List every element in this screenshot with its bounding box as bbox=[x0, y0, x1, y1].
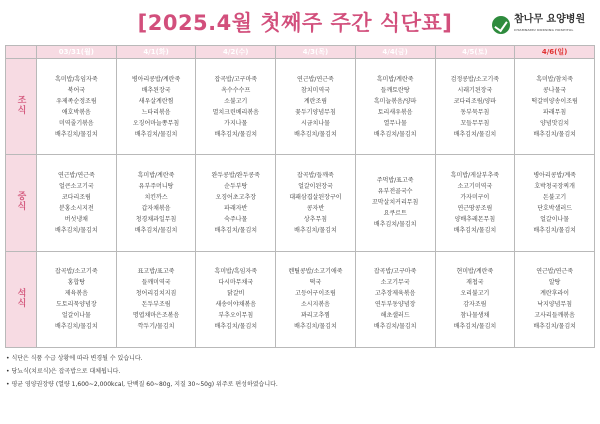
menu-cell bbox=[515, 155, 595, 251]
menu-cell bbox=[37, 59, 117, 155]
menu-cell bbox=[276, 155, 356, 251]
menu-item: 배추김치/물김치 bbox=[214, 226, 258, 234]
menu-item: 흑미늘볶음/양파 bbox=[373, 97, 417, 105]
menu-item: 소불고기 bbox=[224, 97, 248, 105]
menu-item: 배추김치/물김치 bbox=[214, 130, 258, 138]
menu-item: 콩자반 bbox=[306, 204, 325, 212]
menu-cell bbox=[515, 59, 595, 155]
notes bbox=[6, 352, 596, 391]
menu-item: 참치미역국 bbox=[300, 86, 330, 94]
menu-item: 새송이야채볶음 bbox=[215, 301, 257, 309]
menu-item: 돈두부조림 bbox=[141, 301, 171, 309]
menu-item: 돈불고기 bbox=[543, 193, 567, 201]
day-header-row bbox=[6, 46, 595, 59]
page-title: [2025.4월 첫째주 주간 식단표] bbox=[137, 11, 453, 35]
menu-item: 숙주나물 bbox=[224, 215, 248, 223]
menu-item: 소시지볶음 bbox=[300, 301, 330, 309]
menu-item: 알탕 bbox=[548, 279, 561, 287]
menu-item: 도토리묵양념장 bbox=[56, 301, 97, 309]
menu-item: 소고기미역국 bbox=[457, 182, 493, 190]
menu-item: 얼갈이나물 bbox=[61, 312, 91, 320]
meal-row-breakfast bbox=[6, 59, 595, 155]
menu-item: 얼갈이된장국 bbox=[298, 182, 333, 190]
menu-item: 양배추레몬무침 bbox=[454, 215, 496, 223]
menu-cell bbox=[116, 59, 196, 155]
menu-cell bbox=[355, 155, 435, 251]
menu-item: 분홍소시지전 bbox=[58, 204, 94, 212]
menu-item: 오징어마늘쫑무침 bbox=[132, 119, 180, 127]
menu-item: 얼큰소고기국 bbox=[58, 182, 94, 190]
menu-item: 연근밥/연근죽 bbox=[297, 75, 334, 83]
menu-item: 오징어초고추장 bbox=[215, 193, 257, 201]
menu-item: 배추김치/물김치 bbox=[373, 130, 417, 138]
meal-row-lunch bbox=[6, 155, 595, 251]
menu-item: 배추김치/물김치 bbox=[55, 226, 98, 234]
menu-item: 배추김치/물김치 bbox=[55, 130, 98, 138]
menu-item: 갑자채볶음 bbox=[141, 204, 171, 212]
meal-label-text: 조식 bbox=[15, 95, 26, 116]
menu-cell bbox=[435, 59, 515, 155]
menu-item: 소고기무국 bbox=[380, 279, 410, 287]
menu-item: 시래기된장국 bbox=[457, 86, 493, 94]
menu-item: 연근밥/연근죽 bbox=[536, 268, 574, 276]
menu-item: 배추김치/물김치 bbox=[533, 323, 576, 331]
menu-item: 병아리콩밥/계죽 bbox=[533, 171, 576, 179]
meal-label-text: 석식 bbox=[15, 287, 26, 308]
day-header-wed: 4/2(수) bbox=[196, 46, 276, 59]
menu-item: 파래무침 bbox=[543, 108, 567, 116]
menu-item: 북어국 bbox=[67, 86, 86, 94]
menu-item: 오리불고기 bbox=[460, 290, 490, 298]
menu-cell bbox=[196, 155, 276, 251]
menu-item: 느타리볶음 bbox=[141, 108, 171, 116]
menu-item: 흑미밥/흑임자죽 bbox=[214, 268, 258, 276]
meal-label bbox=[6, 251, 37, 347]
menu-cell bbox=[435, 155, 515, 251]
menu-cell bbox=[276, 251, 356, 347]
menu-item: 완두콩밥/완두콩죽 bbox=[211, 171, 260, 179]
day-header-mon: 03/31(월) bbox=[37, 46, 117, 59]
menu-item: 제육볶음 bbox=[64, 290, 88, 298]
menu-item: 꽃두기양념무침 bbox=[295, 108, 336, 116]
menu-item: 배추김치/물김치 bbox=[294, 226, 337, 234]
hospital-logo bbox=[492, 14, 585, 36]
logo-text bbox=[514, 14, 585, 36]
menu-item: 흑미밥/계란죽 bbox=[376, 75, 414, 83]
menu-item: 흑미밥/게살부추죽 bbox=[450, 171, 500, 179]
day-header-sat: 4/5(토) bbox=[435, 46, 515, 59]
menu-item: 치킨까스 bbox=[144, 193, 168, 201]
menu-item: 현미밥/계란죽 bbox=[456, 268, 494, 276]
menu-item: 순두부탕 bbox=[224, 182, 248, 190]
weekly-menu-table bbox=[5, 45, 595, 348]
menu-item: 연두부동양념장 bbox=[374, 301, 416, 309]
menu-item: 얼갈이나물 bbox=[540, 215, 570, 223]
menu-item: 고추장제육볶음 bbox=[374, 290, 416, 298]
menu-item: 깍두기/물김치 bbox=[137, 323, 175, 331]
meal-row-dinner bbox=[6, 251, 595, 347]
menu-item: 배추김치/물김치 bbox=[294, 323, 337, 331]
menu-item: 코다리조림/양파 bbox=[453, 97, 497, 105]
menu-item: 다시마무채국 bbox=[218, 279, 254, 287]
logo-name: 참나무 요양병원 bbox=[514, 14, 586, 25]
menu-item: 낙지양념무침 bbox=[537, 301, 572, 309]
menu-item: 고사리들깨볶음 bbox=[534, 312, 575, 320]
menu-item: 주먹밥/표고죽 bbox=[376, 177, 414, 185]
menu-cell bbox=[196, 59, 276, 155]
menu-item: 재첩국 bbox=[466, 279, 484, 287]
menu-item: 잡곡밥/소고기죽 bbox=[55, 268, 98, 276]
menu-item: 떡국 bbox=[309, 279, 322, 287]
menu-item: 병아리콩밥/계란죽 bbox=[131, 75, 181, 83]
menu-cell bbox=[276, 59, 356, 155]
menu-item: 감자조림 bbox=[463, 301, 487, 309]
menu-item: 참나물생채 bbox=[460, 312, 490, 320]
menu-item: 콩나물국 bbox=[543, 86, 567, 94]
menu-item: 열무나물 bbox=[383, 119, 407, 127]
menu-item: 배추김치/물김치 bbox=[453, 226, 497, 234]
menu-item: 배추김치/물김치 bbox=[134, 226, 178, 234]
menu-item: 꼬막살치커리무침 bbox=[371, 199, 419, 207]
menu-cell bbox=[196, 251, 276, 347]
menu-item: 꽈리고추찜 bbox=[300, 312, 330, 320]
menu-item: 동부묵무침 bbox=[460, 108, 490, 116]
menu-item: 잡곡밥/들깨죽 bbox=[297, 171, 334, 179]
menu-item: 청경채과일무침 bbox=[135, 215, 177, 223]
menu-item: 배추김치/물김치 bbox=[453, 130, 497, 138]
logo-sub: CHAMNAMU NURSING HOSPITAL bbox=[514, 28, 574, 32]
menu-item: 표고밥/표고죽 bbox=[137, 268, 175, 276]
menu-item: 배추된장국 bbox=[141, 86, 171, 94]
menu-item: 잡곡밥/고구마죽 bbox=[373, 268, 417, 276]
menu-item: 부추오이무침 bbox=[218, 312, 254, 320]
menu-item: 청어리김치지짐 bbox=[135, 290, 177, 298]
menu-item: 검정콩밥/소고기죽 bbox=[450, 75, 500, 83]
menu-item: 토리새우볶음 bbox=[377, 108, 413, 116]
menu-cell bbox=[116, 155, 196, 251]
menu-item: 배추김치/물김치 bbox=[294, 130, 337, 138]
menu-item: 가자미구이 bbox=[460, 193, 490, 201]
day-header-thu: 4/3(목) bbox=[276, 46, 356, 59]
meal-label bbox=[6, 155, 37, 251]
note-item: • 평균 영양권장량 (열량 1,600~2,000kcal, 단백질 60~80g, 지질 30~50g) 위주로 편성하였습니다. bbox=[6, 381, 278, 388]
menu-item: 우제족순정조림 bbox=[56, 97, 97, 105]
day-header-tue: 4/1(화) bbox=[116, 46, 196, 59]
menu-item: 렌틸콩밥/소고기애죽 bbox=[288, 268, 343, 276]
menu-item: 옥수수수프 bbox=[221, 86, 251, 94]
leaf-icon bbox=[492, 16, 510, 34]
menu-item: 흑미밥/흑임자죽 bbox=[55, 75, 98, 83]
menu-item: 유부전골국수 bbox=[377, 188, 413, 196]
menu-cell bbox=[355, 251, 435, 347]
menu-item: 새우살계란찜 bbox=[138, 97, 174, 105]
menu-item: 버섯냉채 bbox=[64, 215, 88, 223]
menu-item: 연근밥/연근죽 bbox=[57, 171, 95, 179]
menu-item: 코다리조림 bbox=[61, 193, 91, 201]
menu-item: 연근땅콩조림 bbox=[457, 204, 493, 212]
menu-item: 흑미밥/계란죽 bbox=[137, 171, 175, 179]
menu-item: 계란조림 bbox=[303, 97, 328, 105]
menu-item: 가지나물 bbox=[224, 119, 248, 127]
menu-cell bbox=[37, 155, 117, 251]
menu-item: 시금치나물 bbox=[300, 119, 330, 127]
menu-item: 닭갈비 bbox=[227, 290, 245, 298]
menu-item: 배추김치/물김치 bbox=[533, 130, 576, 138]
menu-item: 애호박볶음 bbox=[61, 108, 91, 116]
menu-cell bbox=[116, 251, 196, 347]
title-bar bbox=[0, 0, 600, 44]
menu-cell bbox=[435, 251, 515, 347]
day-header-sun: 4/6(일) bbox=[515, 46, 595, 59]
menu-item: 배추김치/물김치 bbox=[134, 130, 178, 138]
menu-item: 호박청국장찌개 bbox=[534, 182, 575, 190]
menu-item: 배추김치/물김치 bbox=[533, 226, 576, 234]
menu-item: 흑미밥/참치죽 bbox=[536, 75, 574, 83]
menu-item: 파래자반 bbox=[224, 204, 248, 212]
day-header-fri: 4/4(금) bbox=[355, 46, 435, 59]
meal-label-text: 중식 bbox=[15, 191, 26, 212]
menu-cell bbox=[515, 251, 595, 347]
menu-item: 양념맛김치 bbox=[540, 119, 570, 127]
menu-item: 배추김치/물김치 bbox=[453, 323, 497, 331]
menu-item: 유부주머니탕 bbox=[138, 182, 174, 190]
menu-item: 배추김치/물김치 bbox=[214, 323, 258, 331]
corner-cell bbox=[6, 46, 37, 59]
menu-item: 멸치크린베리볶음 bbox=[212, 108, 259, 116]
menu-body bbox=[6, 59, 595, 348]
menu-item: 요쿠르트 bbox=[383, 210, 407, 218]
menu-item: 해초샐러드 bbox=[380, 312, 410, 320]
menu-item: 미역줄기볶음 bbox=[58, 119, 94, 127]
note-item: • 식단은 식품 수급 상황에 따라 변경될 수 있습니다. bbox=[6, 355, 143, 362]
menu-item: 떡갈비양송이조림 bbox=[531, 97, 578, 105]
menu-item: 배추김치/물김치 bbox=[373, 323, 417, 331]
menu-item: 배추김치/물김치 bbox=[55, 323, 98, 331]
menu-item: 배추김치/물김치 bbox=[373, 221, 417, 229]
menu-item: 잡곡밥/고구마죽 bbox=[214, 75, 258, 83]
menu-item: 고등어구이조림 bbox=[295, 290, 336, 298]
menu-item: 단호박샐러드 bbox=[537, 204, 572, 212]
menu-item: 들깨토란탕 bbox=[380, 86, 410, 94]
menu-item: 꼬들무무침 bbox=[460, 119, 490, 127]
menu-cell bbox=[355, 59, 435, 155]
menu-item: 대패삼겹살된장구이 bbox=[289, 193, 342, 201]
meal-label bbox=[6, 59, 37, 155]
menu-item: 계란후라이 bbox=[540, 290, 570, 298]
menu-item: 명엽채마은조볶음 bbox=[132, 312, 180, 320]
menu-item: 홍합탕 bbox=[67, 279, 86, 287]
menu-item: 들깨미역국 bbox=[141, 279, 171, 287]
note-item: • 당뇨식(치료식)은 잡곡밥으로 대체됩니다. bbox=[6, 368, 121, 375]
menu-cell bbox=[37, 251, 117, 347]
menu-item: 상추무침 bbox=[303, 215, 328, 223]
